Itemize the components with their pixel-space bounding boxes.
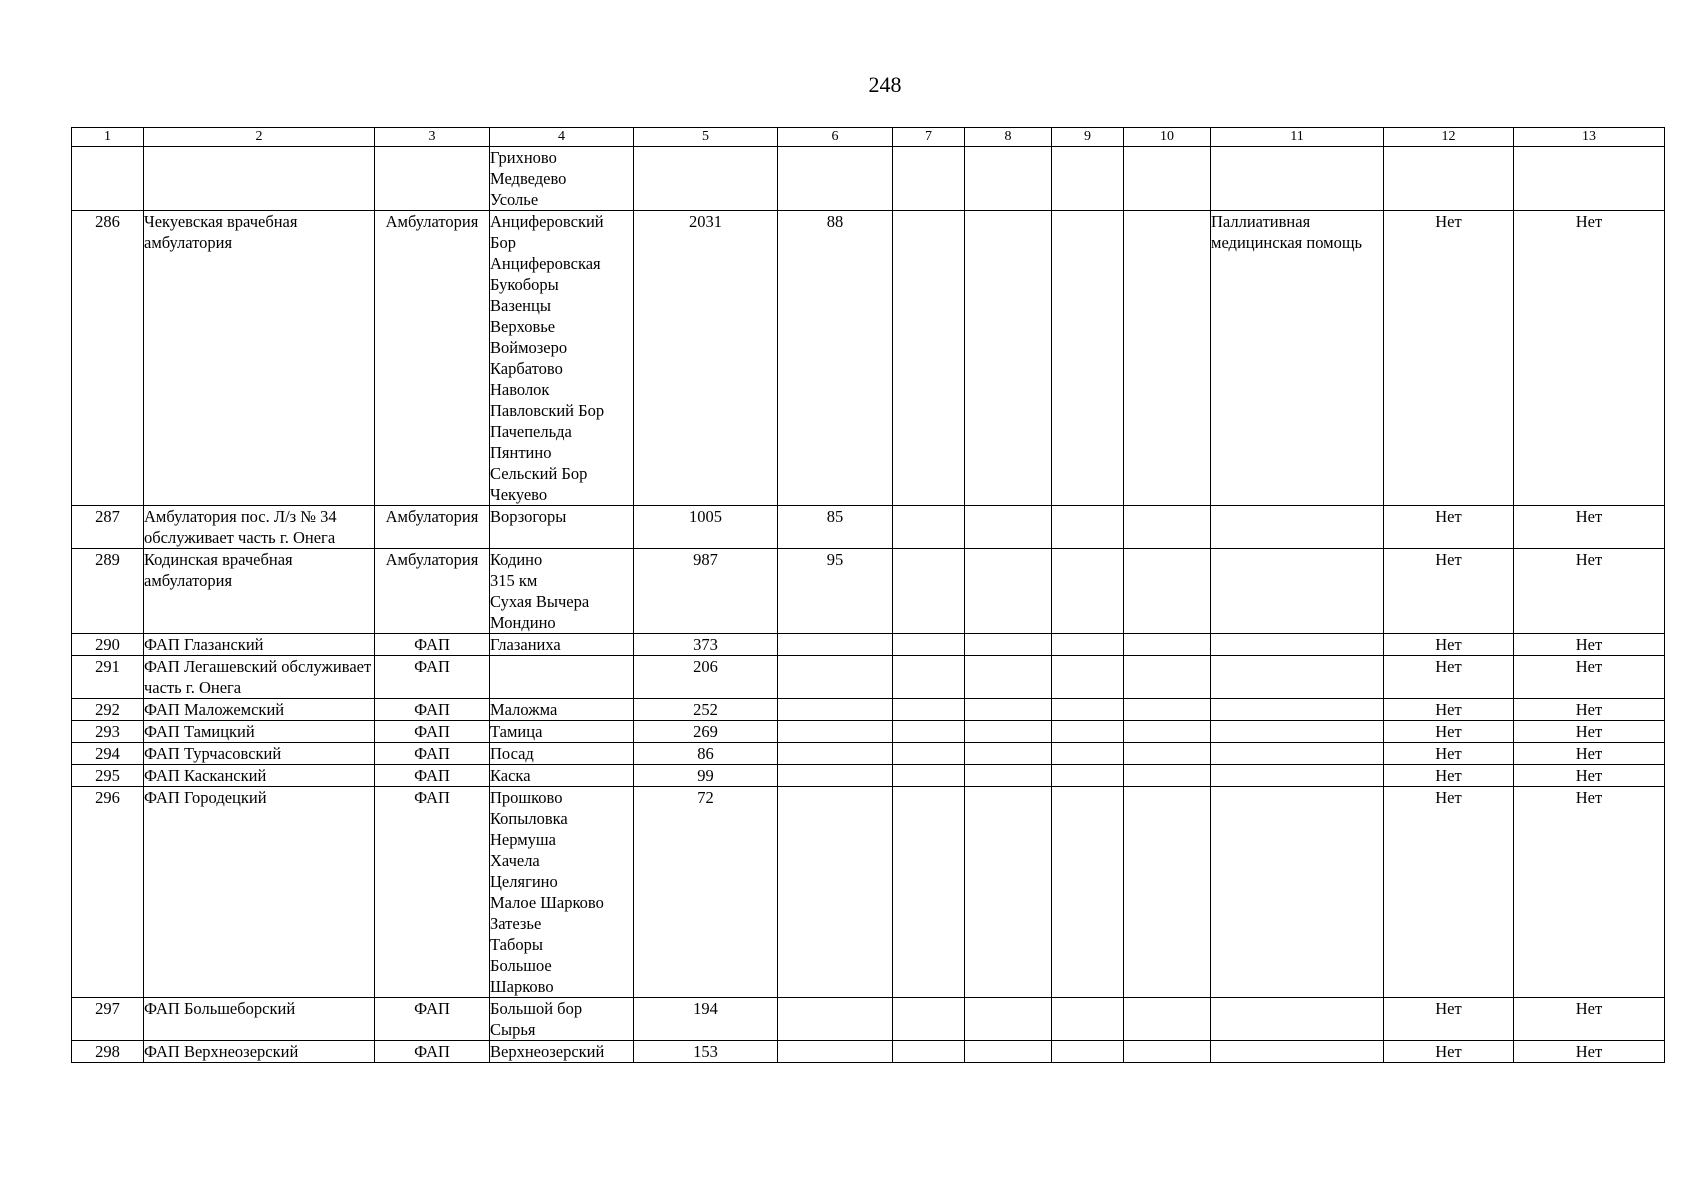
population-cell: 2031 [634,211,778,506]
settlement-name: Наволок [490,380,550,399]
settlements-cell [490,787,634,998]
population-cell [634,147,778,211]
column-header: 3 [375,128,490,147]
column-9-cell [1052,656,1124,699]
column-8-cell [965,743,1052,765]
column-8-cell [965,998,1052,1041]
column-11-cell [1211,787,1384,998]
column-13-cell: Нет [1514,211,1665,506]
settlement-name: Копыловка [490,809,568,828]
facility-type-cell: ФАП [375,656,490,699]
column-11-cell [1211,699,1384,721]
table-row [72,506,1665,549]
settlements-cell [490,721,634,743]
column-10-cell [1124,549,1211,634]
settlement-name: Грихново [490,148,557,167]
column-header: 12 [1384,128,1514,147]
column-11-cell [1211,634,1384,656]
column-12-cell: Нет [1384,743,1514,765]
column-6-cell [778,1041,893,1063]
settlement-name: Мондино [490,613,556,632]
row-number-cell [72,147,144,211]
column-9-cell [1052,147,1124,211]
facility-type-cell: ФАП [375,765,490,787]
facility-name-cell: ФАП Маложемский [144,699,375,721]
settlement-name: Сельский Бор [490,464,588,483]
settlement-name: Сырья [490,1020,536,1039]
column-8-cell [965,1041,1052,1063]
population-cell: 1005 [634,506,778,549]
settlement-name: Посад [490,744,534,763]
settlements-cell [490,1041,634,1063]
column-10-cell [1124,147,1211,211]
facility-name-cell: ФАП Тамицкий [144,721,375,743]
column-7-cell [893,765,965,787]
table-row [72,1041,1665,1063]
table-row [72,211,1665,506]
row-number-cell: 295 [72,765,144,787]
column-header: 6 [778,128,893,147]
population-cell: 373 [634,634,778,656]
table-body [72,147,1665,1063]
facility-type-cell: Амбулатория [375,549,490,634]
settlement-name: Верховье [490,317,556,336]
column-13-cell: Нет [1514,549,1665,634]
column-9-cell [1052,743,1124,765]
column-6-cell [778,765,893,787]
column-11-cell [1211,765,1384,787]
settlements-cell [490,549,634,634]
facility-name-cell: ФАП Турчасовский [144,743,375,765]
row-number-cell: 289 [72,549,144,634]
column-13-cell: Нет [1514,765,1665,787]
column-6-cell [778,998,893,1041]
settlement-name: Маложма [490,700,558,719]
column-9-cell [1052,721,1124,743]
column-7-cell [893,549,965,634]
column-13-cell: Нет [1514,656,1665,699]
table-row [72,998,1665,1041]
column-13-cell: Нет [1514,787,1665,998]
settlement-name: Шарково [490,977,554,996]
column-8-cell [965,549,1052,634]
column-8-cell [965,656,1052,699]
column-9-cell [1052,699,1124,721]
population-cell: 206 [634,656,778,699]
settlements-cell [490,634,634,656]
column-13-cell: Нет [1514,506,1665,549]
column-12-cell: Нет [1384,787,1514,998]
column-12-cell: Нет [1384,998,1514,1041]
column-12-cell: Нет [1384,549,1514,634]
settlement-name: Таборы [490,935,543,954]
row-number-cell: 294 [72,743,144,765]
facility-type-cell: ФАП [375,787,490,998]
facility-name-cell: ФАП Касканский [144,765,375,787]
column-header: 1 [72,128,144,147]
row-number-cell: 287 [72,506,144,549]
column-11-cell [1211,998,1384,1041]
facility-name-cell: Чекуевская врачебная амбулатория [144,211,375,506]
population-cell: 269 [634,721,778,743]
settlement-name: Анциферовская [490,254,601,273]
column-13-cell: Нет [1514,998,1665,1041]
settlements-cell [490,506,634,549]
column-7-cell [893,721,965,743]
settlement-name: Глазаниха [490,635,561,654]
column-7-cell [893,211,965,506]
column-7-cell [893,506,965,549]
column-7-cell [893,634,965,656]
settlements-cell [490,147,634,211]
settlement-name: Затезье [490,914,542,933]
settlement-name: Букоборы [490,275,559,294]
column-12-cell: Нет [1384,656,1514,699]
settlement-name: Тамица [490,722,543,741]
settlement-name: 315 км [490,571,538,590]
column-7-cell [893,1041,965,1063]
column-6-cell [778,743,893,765]
column-11-cell [1211,743,1384,765]
column-header-row [72,128,1665,147]
row-number-cell: 290 [72,634,144,656]
page-number: 248 [868,72,902,97]
settlement-name: Ворзогоры [490,507,567,526]
settlement-name: Большое [490,956,552,975]
settlement-name: Нермуша [490,830,556,849]
column-9-cell [1052,211,1124,506]
column-12-cell: Нет [1384,765,1514,787]
facility-name-cell: Амбулатория пос. Л/з № 34 обслуживает часть г. Онега [144,506,375,549]
facility-type-cell: ФАП [375,998,490,1041]
column-12-cell: Нет [1384,506,1514,549]
column-9-cell [1052,787,1124,998]
facility-type-cell: ФАП [375,721,490,743]
settlement-name: Целягино [490,872,558,891]
facility-name-cell: ФАП Городецкий [144,787,375,998]
column-8-cell [965,699,1052,721]
settlement-name: Воймозеро [490,338,568,357]
column-10-cell [1124,765,1211,787]
column-6-cell [778,721,893,743]
column-header: 10 [1124,128,1211,147]
column-13-cell: Нет [1514,721,1665,743]
settlement-name: Пачепельда [490,422,572,441]
facility-type-cell: Амбулатория [375,506,490,549]
settlement-name: Пянтино [490,443,552,462]
column-header: 11 [1211,128,1384,147]
column-13-cell: Нет [1514,634,1665,656]
row-number-cell: 297 [72,998,144,1041]
column-6-cell [778,634,893,656]
column-header: 9 [1052,128,1124,147]
column-7-cell [893,656,965,699]
column-8-cell [965,787,1052,998]
column-13-cell: Нет [1514,699,1665,721]
column-8-cell [965,721,1052,743]
column-header: 5 [634,128,778,147]
settlement-name: Чекуево [490,485,548,504]
settlement-name: Кодино [490,550,543,569]
settlement-name: Павловский Бор [490,401,605,420]
column-header: 2 [144,128,375,147]
column-10-cell [1124,743,1211,765]
settlement-name: Усолье [490,190,539,209]
column-9-cell [1052,1041,1124,1063]
column-9-cell [1052,998,1124,1041]
facility-type-cell: ФАП [375,699,490,721]
facility-type-cell [375,147,490,211]
column-9-cell [1052,506,1124,549]
column-12-cell [1384,147,1514,211]
population-cell: 252 [634,699,778,721]
column-11-cell: Паллиативная медицинская помощь [1211,211,1384,506]
settlements-cell [490,656,634,699]
column-11-cell [1211,147,1384,211]
column-13-cell [1514,147,1665,211]
column-9-cell [1052,634,1124,656]
column-header: 8 [965,128,1052,147]
table-row [72,765,1665,787]
column-header: 4 [490,128,634,147]
population-cell: 99 [634,765,778,787]
settlement-name: Малое Шарково [490,893,604,912]
column-6-cell: 85 [778,506,893,549]
facility-type-cell: ФАП [375,634,490,656]
table-row [72,634,1665,656]
column-11-cell [1211,1041,1384,1063]
settlements-cell [490,699,634,721]
column-10-cell [1124,506,1211,549]
row-number-cell: 293 [72,721,144,743]
column-12-cell: Нет [1384,699,1514,721]
facility-name-cell: ФАП Большеборский [144,998,375,1041]
facility-name-cell: Кодинская врачебная амбулатория [144,549,375,634]
column-8-cell [965,506,1052,549]
row-number-cell: 286 [72,211,144,506]
settlement-name: Верхнеозерский [490,1042,605,1061]
column-6-cell: 88 [778,211,893,506]
facility-name-cell: ФАП Глазанский [144,634,375,656]
column-8-cell [965,634,1052,656]
column-12-cell: Нет [1384,721,1514,743]
settlement-name: Анциферовский [490,212,604,231]
facility-name-cell: ФАП Верхнеозерский [144,1041,375,1063]
population-cell: 987 [634,549,778,634]
table-row [72,721,1665,743]
column-7-cell [893,699,965,721]
column-10-cell [1124,998,1211,1041]
population-cell: 153 [634,1041,778,1063]
settlement-name: Медведево [490,169,567,188]
column-10-cell [1124,211,1211,506]
facilities-table [71,127,1665,1063]
column-11-cell [1211,549,1384,634]
table-row [72,147,1665,211]
column-11-cell [1211,506,1384,549]
column-header: 7 [893,128,965,147]
population-cell: 72 [634,787,778,998]
column-10-cell [1124,656,1211,699]
facility-name-cell: ФАП Легашевский обслуживает часть г. Онега [144,656,375,699]
table-row [72,699,1665,721]
facility-name-cell [144,147,375,211]
column-10-cell [1124,787,1211,998]
column-7-cell [893,743,965,765]
column-7-cell [893,998,965,1041]
column-6-cell [778,656,893,699]
column-6-cell [778,699,893,721]
column-8-cell [965,211,1052,506]
column-8-cell [965,147,1052,211]
column-9-cell [1052,549,1124,634]
column-13-cell: Нет [1514,743,1665,765]
column-12-cell: Нет [1384,634,1514,656]
settlement-name: Вазенцы [490,296,551,315]
settlement-name: Большой бор [490,999,583,1018]
row-number-cell: 291 [72,656,144,699]
settlements-cell [490,211,634,506]
column-7-cell [893,787,965,998]
settlements-cell [490,765,634,787]
column-7-cell [893,147,965,211]
column-8-cell [965,765,1052,787]
column-12-cell: Нет [1384,211,1514,506]
column-12-cell: Нет [1384,1041,1514,1063]
facility-type-cell: Амбулатория [375,211,490,506]
table-row [72,549,1665,634]
settlement-name: Каска [490,766,531,785]
column-6-cell [778,147,893,211]
table-row [72,787,1665,998]
table-row [72,656,1665,699]
column-10-cell [1124,1041,1211,1063]
table-row [72,743,1665,765]
column-9-cell [1052,765,1124,787]
column-11-cell [1211,721,1384,743]
column-10-cell [1124,699,1211,721]
row-number-cell: 298 [72,1041,144,1063]
settlement-name: Бор [490,233,516,252]
row-number-cell: 296 [72,787,144,998]
settlement-name: Карбатово [490,359,563,378]
column-11-cell [1211,656,1384,699]
settlements-cell [490,998,634,1041]
settlement-name: Хачела [490,851,540,870]
facility-type-cell: ФАП [375,1041,490,1063]
column-6-cell: 95 [778,549,893,634]
column-13-cell: Нет [1514,1041,1665,1063]
row-number-cell: 292 [72,699,144,721]
column-10-cell [1124,721,1211,743]
population-cell: 194 [634,998,778,1041]
settlement-name: Сухая Вычера [490,592,590,611]
column-header: 13 [1514,128,1665,147]
settlements-cell [490,743,634,765]
column-10-cell [1124,634,1211,656]
facility-type-cell: ФАП [375,743,490,765]
settlement-name: Прошково [490,788,563,807]
population-cell: 86 [634,743,778,765]
column-6-cell [778,787,893,998]
